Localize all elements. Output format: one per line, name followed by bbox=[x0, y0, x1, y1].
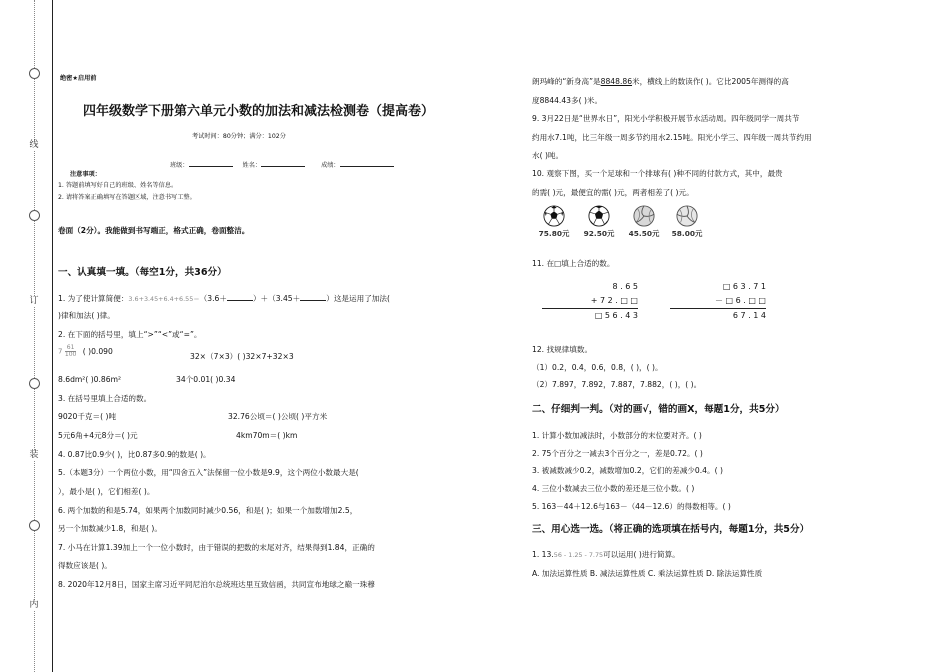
q2-prompt: 2. 在下面的括号里，填上“>”“<”或“=”。 bbox=[58, 330, 202, 339]
score-label: 成绩： bbox=[321, 162, 340, 169]
football-icon bbox=[588, 205, 610, 227]
score-field[interactable] bbox=[340, 159, 394, 167]
q3-item-b: 32.76公顷＝( )公顷( )平方米 bbox=[228, 412, 328, 421]
q2-item-b: 32×（7×3）( )32×7+32×3 bbox=[190, 352, 294, 361]
q2-item-a: ( )0.090 bbox=[82, 346, 113, 356]
volleyball-icon bbox=[676, 205, 698, 227]
class-label: 班级： bbox=[170, 162, 189, 169]
ball-price: 58.00元 bbox=[671, 229, 703, 238]
q11-prompt: 11. 在□填上合适的数。 bbox=[532, 259, 615, 268]
exam-info: 考试时间：80分钟；满分：102分 bbox=[192, 133, 286, 140]
q10-line1: 10. 观察下图，买一个足球和一个排球有( )种不同的付款方式，其中，最贵 bbox=[532, 169, 783, 178]
ball-price: 45.50元 bbox=[628, 229, 660, 238]
secret-label: 绝密★启用前 bbox=[60, 75, 97, 82]
ball-item bbox=[579, 205, 619, 237]
addition-row-2: + 7 2 . □ □ bbox=[590, 296, 638, 305]
volleyball-icon bbox=[633, 205, 655, 227]
ball-item bbox=[534, 205, 574, 237]
q2-item-d: 34个0.01( )0.34 bbox=[176, 375, 236, 384]
q1-line2: )律和加法( )律。 bbox=[58, 311, 115, 320]
binding-hole bbox=[29, 520, 40, 531]
q10-line2: 的需( )元，最便宜的需( )元，两者相差了( )元。 bbox=[532, 188, 694, 197]
q7-line1: 7. 小马在计算1.39加上一个一位小数时，由于错误的把数的末尾对齐，结果得到1.84，正确的 bbox=[58, 543, 375, 552]
neatness-line: 卷面（2分）。我能做到书写端正，格式正确，卷面整洁。 bbox=[58, 226, 250, 235]
q2-numerator: 61 bbox=[66, 344, 75, 351]
subtraction-row-1: □ 6 3 . 7 1 bbox=[722, 282, 766, 291]
q2-item-c: 8.6dm²( )0.86m² bbox=[58, 375, 122, 384]
judge-item: 1. 计算小数加减法时，小数部分的末位要对齐。( ) bbox=[532, 431, 702, 440]
q2-whole-part: 7 bbox=[58, 347, 63, 356]
page-title: 四年级数学下册第六单元小数的加法和减法检测卷（提高卷） bbox=[83, 104, 435, 119]
choice-q1-post: 可以运用( )进行简算。 bbox=[603, 550, 680, 559]
q8-line2-pre: 朗玛峰的“新身高”是 bbox=[532, 77, 601, 86]
addition-rule bbox=[542, 308, 638, 309]
choice-q1-pre: 1. 13. bbox=[532, 550, 554, 559]
judge-item: 3. 被减数减少0.2，减数增加0.2，它们的差减少0.4。( ) bbox=[532, 466, 723, 475]
q8-line2-post: 米，横线上的数读作( )。它比2005年测得的高 bbox=[632, 77, 789, 86]
subtraction-row-3: 6 7 . 1 4 bbox=[732, 311, 766, 320]
q3-item-d: 4km70m＝( )km bbox=[236, 431, 298, 440]
addition-row-1: 8 . 6 5 bbox=[612, 282, 638, 291]
q1-expression: 3.6+3.45+6.4+6.55＝ bbox=[128, 295, 200, 303]
q8-height-value: 8848.86 bbox=[600, 77, 633, 86]
binding-char-nei: 内 bbox=[26, 600, 42, 611]
q4: 4. 0.87比0.9少( )，比0.87多0.9的数是( )。 bbox=[58, 450, 211, 459]
section1-heading: 一、认真填一填。（每空1分，共36分） bbox=[58, 267, 227, 278]
name-label: 姓名： bbox=[242, 162, 262, 169]
q9-line2: 约用水7.1吨，比三年级一周多节约用水2.15吨。阳光小学三、四年级一周共节约用 bbox=[532, 133, 812, 142]
judge-item: 2. 75个百分之一减去3个百分之一，差是0.72。( ) bbox=[532, 449, 703, 458]
addition-row-3: □ 5 6 . 4 3 bbox=[594, 311, 638, 320]
name-field[interactable] bbox=[261, 159, 305, 167]
q1-part-a: （3.6＋ bbox=[199, 294, 227, 303]
subtraction-rule bbox=[670, 308, 766, 309]
q2-fraction-row bbox=[58, 345, 113, 358]
judge-item: 5. 163－44＋12.6与163－（44－12.6）的得数相等。( ) bbox=[532, 502, 731, 511]
q12-prompt: 12. 找规律填数。 bbox=[532, 345, 593, 354]
judge-item: 4. 三位小数减去三位小数的差还是三位小数。( ) bbox=[532, 484, 695, 493]
binding-char-ding: 订 bbox=[26, 296, 42, 307]
student-info-row bbox=[170, 159, 394, 169]
q3-prompt: 3. 在括号里填上合适的数。 bbox=[58, 394, 152, 403]
q8-line2 bbox=[532, 78, 789, 86]
q1-blank-1[interactable] bbox=[227, 293, 253, 301]
q6-line1: 6. 两个加数的和是5.74，如果两个加数同时减少0.56，和是( )；如果一个加数增加2.5， bbox=[58, 506, 358, 515]
section3-heading: 三、用心选一选。（将正确的选项填在括号内，每题1分，共5分） bbox=[532, 524, 810, 535]
q1-part-b: ）＋（3.45＋ bbox=[252, 294, 301, 303]
q1-blank-2[interactable] bbox=[300, 293, 326, 301]
subtraction-row-2: － □ 6 . □ □ bbox=[714, 296, 766, 305]
binding-hole bbox=[29, 378, 40, 389]
binding-hole bbox=[29, 68, 40, 79]
q12-item-2: （2）7.897，7.892，7.887，7.882，( )，( )。 bbox=[532, 380, 702, 389]
ball-item bbox=[667, 205, 707, 237]
ball-item bbox=[624, 205, 664, 237]
q12-item-1: （1）0.2，0.4，0.6，0.8，( )，( )。 bbox=[532, 363, 663, 372]
q1-part-c: ）这是运用了加法( bbox=[326, 294, 390, 303]
binding-char-zhuang: 装 bbox=[26, 450, 42, 461]
q8-line3: 度8844.43多( )米。 bbox=[532, 96, 603, 105]
q2-denominator: 100 bbox=[64, 351, 77, 358]
class-field[interactable] bbox=[189, 159, 233, 167]
notice-heading: 注意事项： bbox=[70, 171, 101, 178]
ball-price: 92.50元 bbox=[583, 229, 615, 238]
q9-line3: 水( )吨。 bbox=[532, 151, 564, 160]
q2-fraction bbox=[65, 345, 76, 358]
choice-q1-options: A. 加法运算性质 B. 减法运算性质 C. 乘法运算性质 D. 除法运算性质 bbox=[532, 569, 763, 578]
ball-price: 75.80元 bbox=[538, 229, 570, 238]
q9-line1: 9. 3月22日是“世界水日”，阳光小学积极开展节水活动周。四年级同学一周共节 bbox=[532, 114, 800, 123]
q3-item-c: 5元6角+4元8分＝( )元 bbox=[58, 431, 138, 440]
q7-line2: 得数应该是( )。 bbox=[58, 561, 112, 570]
notice-item: 1. 答题前填写好自己的班级、姓名等信息。 bbox=[58, 182, 178, 189]
q6-line2: 另一个加数减少1.8，和是( )。 bbox=[58, 524, 162, 533]
q5-line2: ），最小是( )，它们相差( )。 bbox=[58, 487, 155, 496]
q1-line1 bbox=[58, 293, 390, 303]
vertical-addition bbox=[542, 280, 642, 330]
section2-heading: 二、仔细判一判。（对的画√，错的画X，每题1分，共5分） bbox=[532, 404, 785, 415]
choice-q1 bbox=[532, 551, 680, 559]
binding-hole bbox=[29, 210, 40, 221]
q5-line1: 5.（本题3分）一个两位小数，用“四舍五入”法保留一位小数是9.9，这个两位小数最大是( bbox=[58, 468, 359, 477]
q8-line1: 8. 2020年12月8日，国家主席习近平同尼泊尔总统班达里互致信函，共同宣布地球之巅一珠穆 bbox=[58, 580, 375, 589]
choice-q1-expression: 56 - 1.25 - 7.75 bbox=[553, 551, 604, 559]
vertical-subtraction bbox=[670, 280, 770, 330]
binding-strip bbox=[22, 0, 53, 672]
football-icon bbox=[543, 205, 565, 227]
q1-prefix: 1. 为了使计算简便： bbox=[58, 294, 129, 303]
binding-char-xian: 线 bbox=[26, 140, 42, 151]
q3-item-a: 9020千克＝( )吨 bbox=[58, 412, 117, 421]
binding-dotted-line bbox=[34, 0, 35, 672]
notice-item: 2. 请将答案正确填写在答题区域，注意书写工整。 bbox=[58, 194, 196, 201]
